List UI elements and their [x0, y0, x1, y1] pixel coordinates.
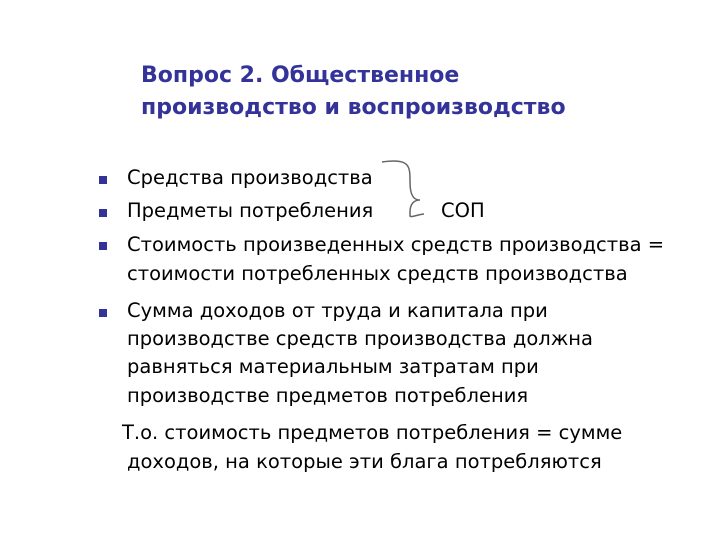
- square-bullet-icon: [99, 242, 107, 250]
- slide-title: [141, 60, 701, 124]
- brace-icon: [380, 152, 440, 222]
- bullet-4-line-3: равняться материальным затратам при: [127, 355, 539, 378]
- square-bullet-icon: [99, 209, 107, 217]
- title-line-1: Вопрос 2. Общественное: [141, 63, 460, 88]
- bullet-4-line-4: производстве предметов потребления: [127, 384, 529, 407]
- bullet-1-text: Средства производства: [127, 166, 373, 189]
- square-bullet-icon: [99, 176, 107, 184]
- conclusion-line-1: Т.о. стоимость предметов потребления = сумме: [122, 421, 623, 444]
- title-line-2: производство и воспроизводство: [141, 95, 566, 120]
- bullet-3-line-2: стоимости потребленных средств производства: [127, 262, 628, 285]
- conclusion-line-2: доходов, на которые эти блага потребляются: [127, 450, 602, 473]
- bullet-2-text: Предметы потребления: [127, 199, 374, 222]
- bullet-4-line-2: производстве средств производства должна: [127, 327, 593, 350]
- sop-label: СОП: [441, 199, 485, 222]
- bullet-3-line-1: Стоимость произведенных средств производства =: [127, 233, 665, 256]
- square-bullet-icon: [99, 309, 107, 317]
- bullet-4-line-1: Сумма доходов от труда и капитала при: [127, 299, 548, 322]
